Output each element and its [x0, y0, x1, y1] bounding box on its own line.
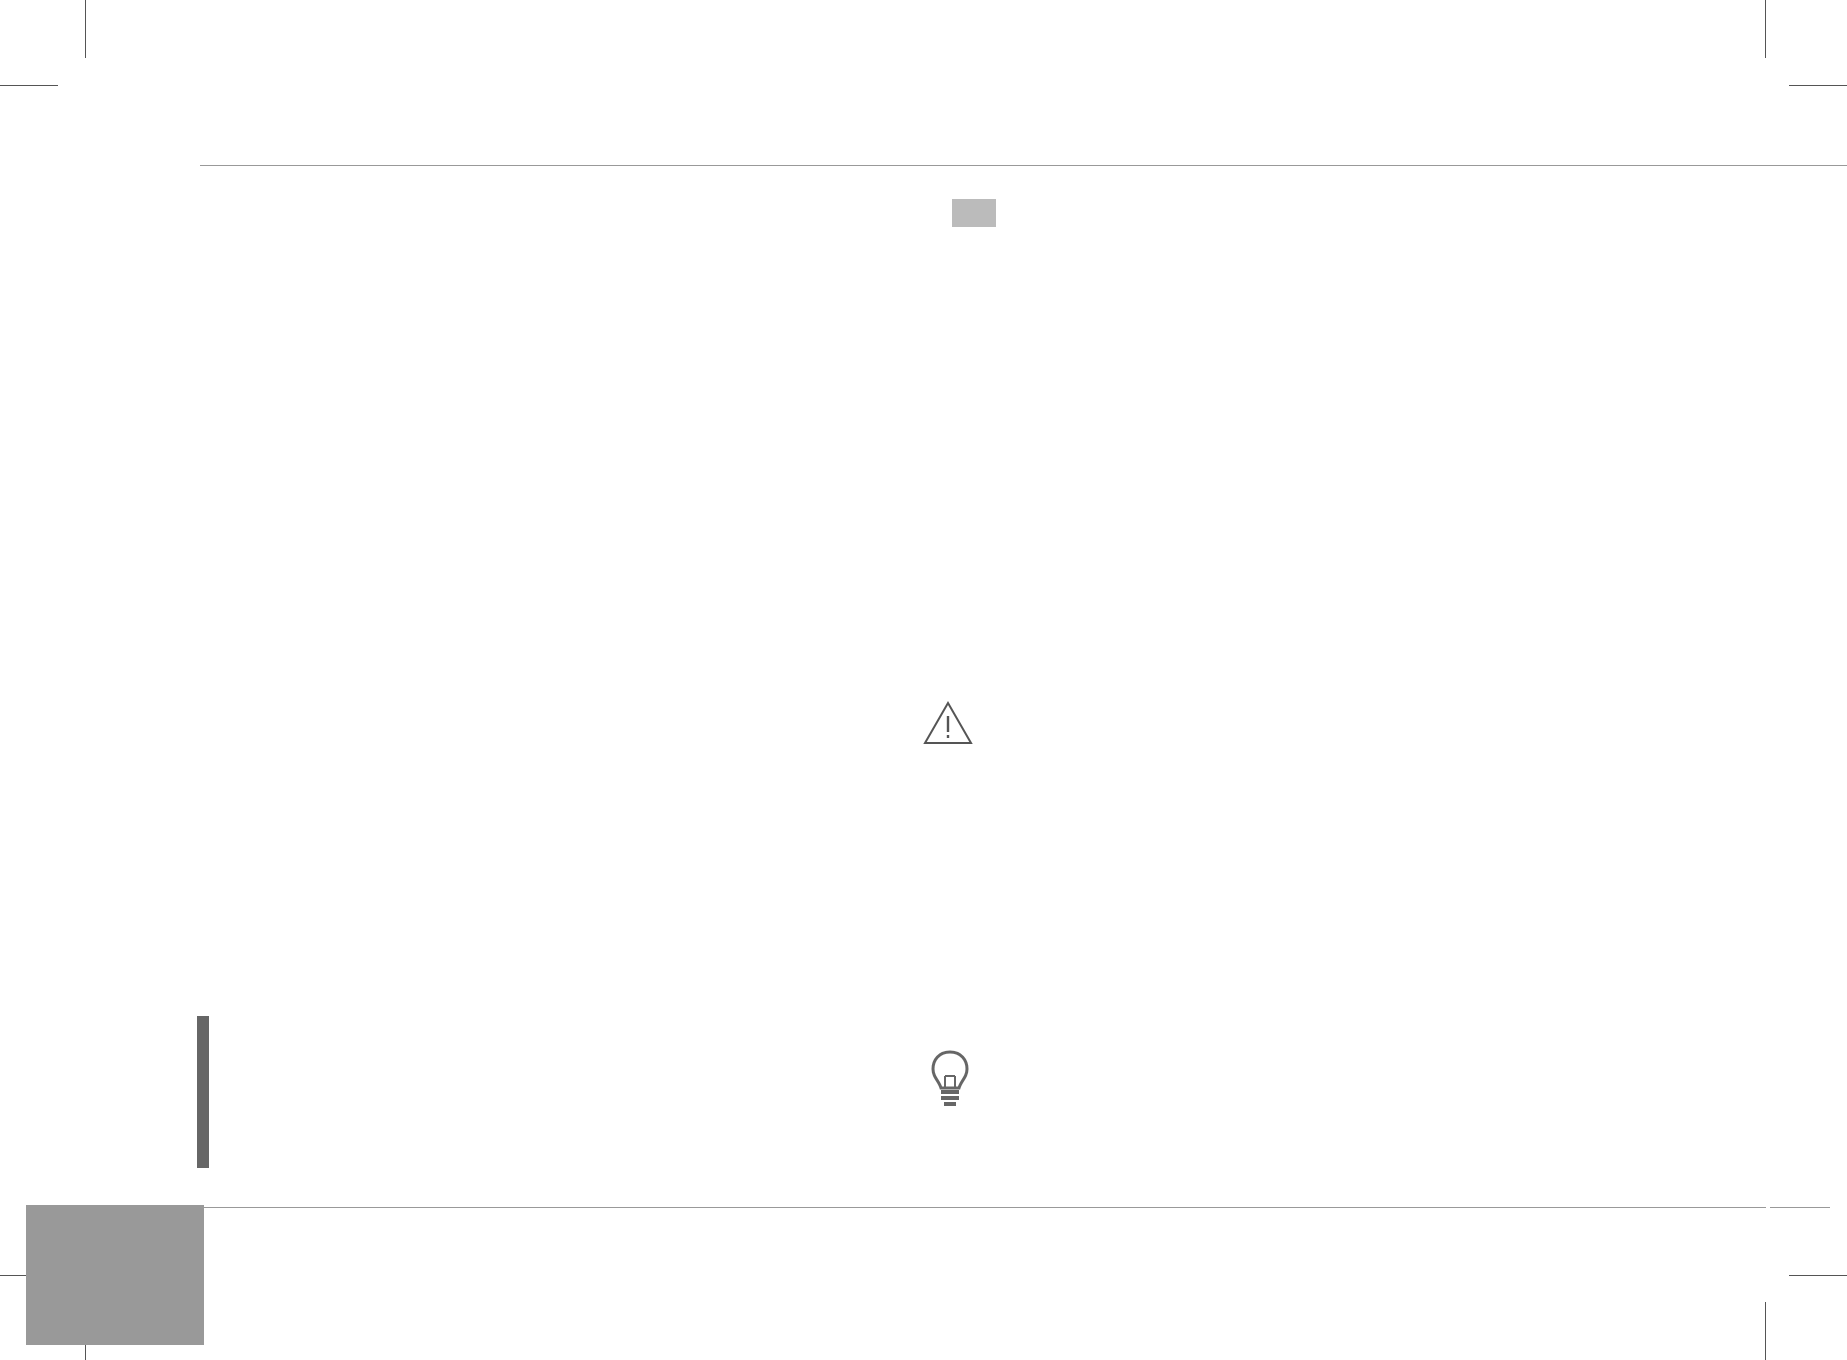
note-bar — [197, 1016, 209, 1168]
page-corner-block — [26, 1205, 204, 1345]
crop-mark — [1765, 1302, 1766, 1360]
warning-icon — [922, 700, 974, 746]
crop-mark — [0, 85, 58, 86]
header-rule — [200, 165, 1847, 166]
footer-rule — [200, 1207, 1766, 1208]
device-section — [948, 196, 1648, 232]
lightbulb-icon — [928, 1048, 972, 1110]
brand-logo — [208, 108, 358, 110]
crop-mark — [85, 0, 86, 58]
device-title — [948, 196, 1648, 232]
crop-mark — [1789, 85, 1847, 86]
specs-column — [198, 194, 892, 204]
schema-ref-box — [952, 199, 996, 227]
crop-mark — [1789, 1275, 1847, 1276]
crop-mark — [1765, 0, 1766, 58]
footer-rule-right — [1770, 1207, 1830, 1208]
